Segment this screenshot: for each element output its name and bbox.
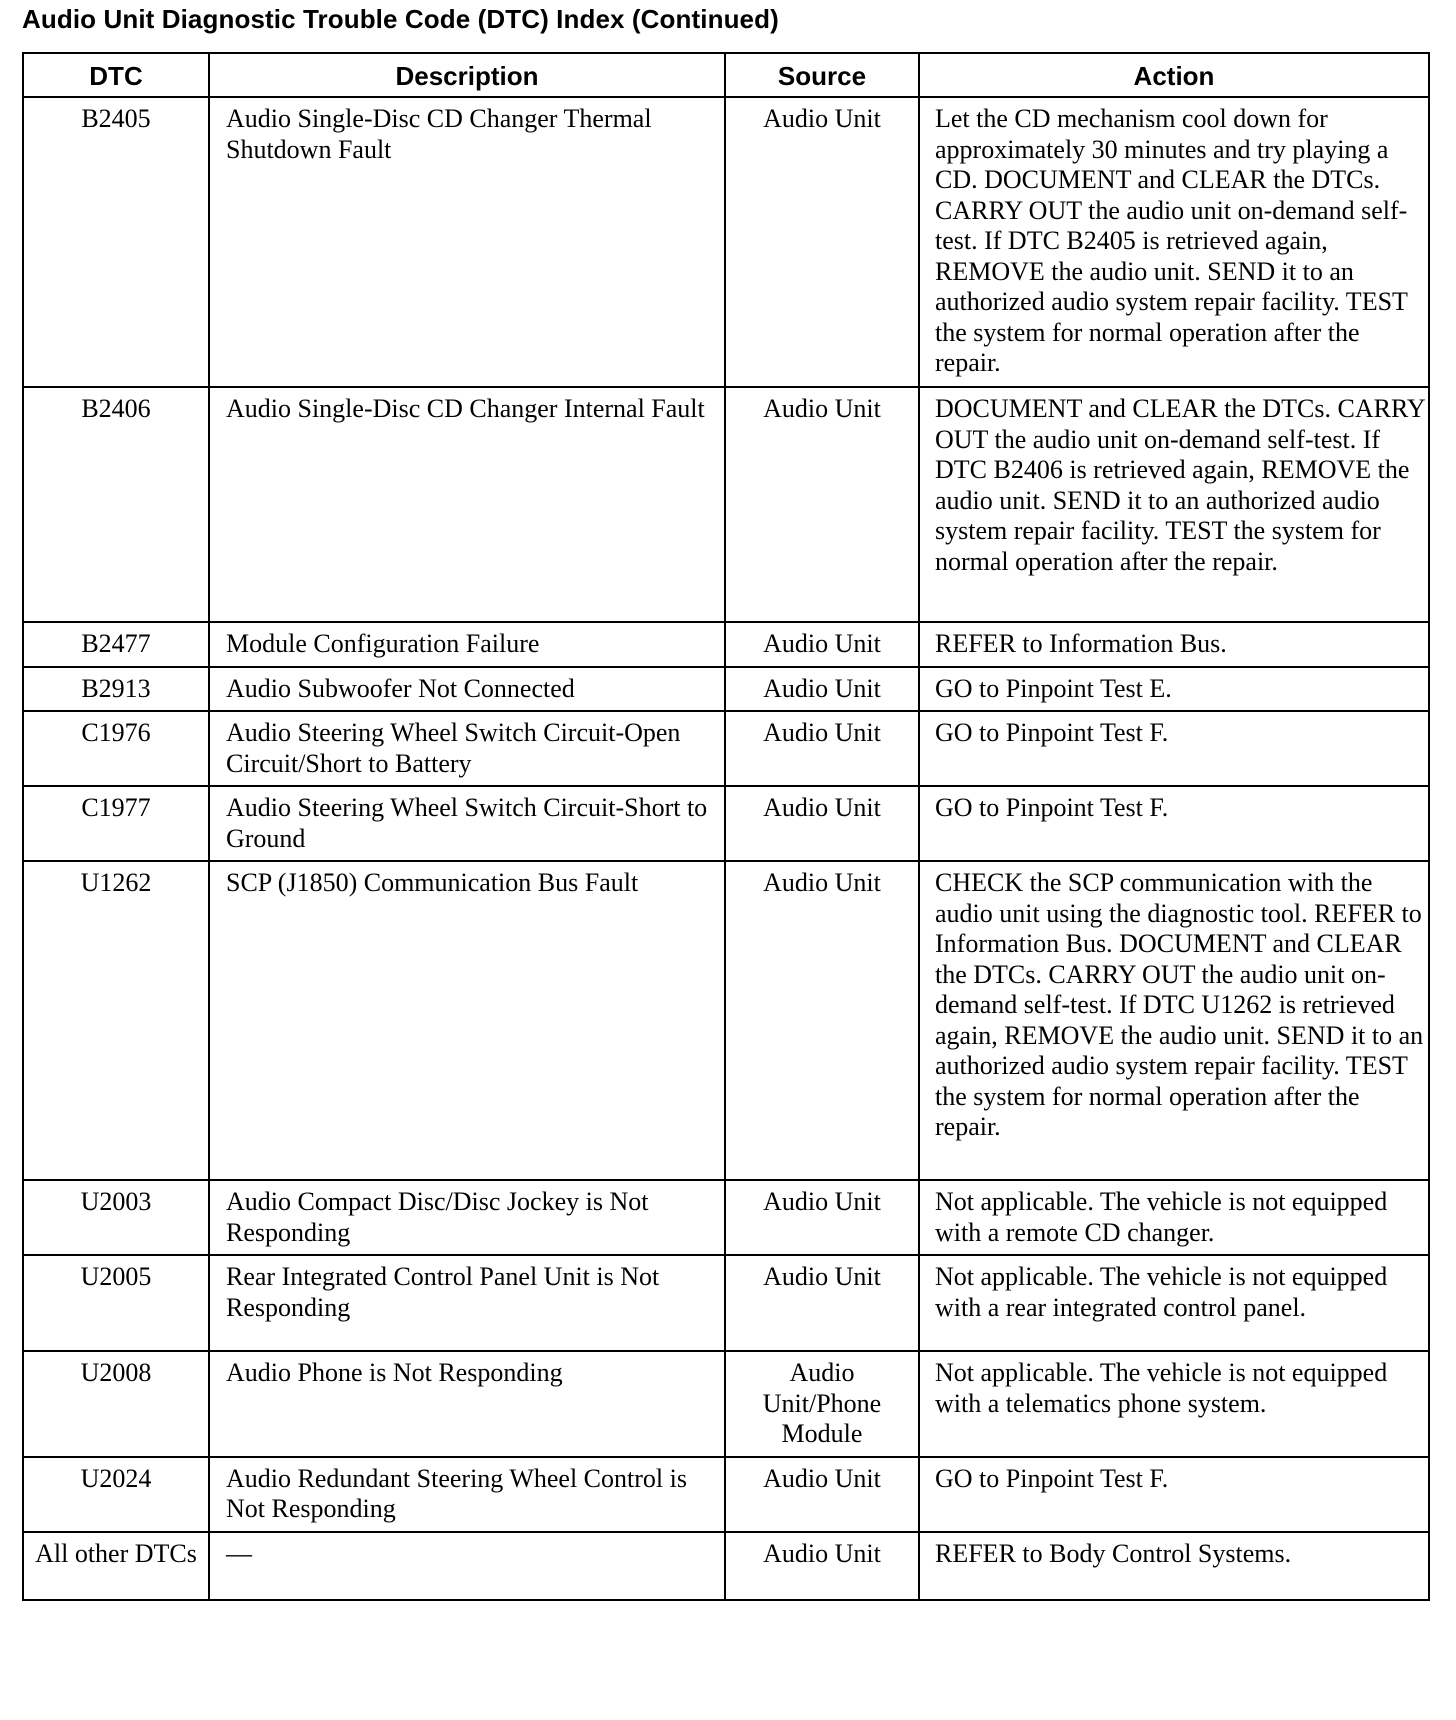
dtc-description: Audio Phone is Not Responding xyxy=(209,1351,725,1457)
dtc-action: REFER to Body Control Systems. xyxy=(919,1532,1429,1600)
table-row xyxy=(23,861,1429,1180)
table-row xyxy=(23,1180,1429,1255)
dtc-code: U2008 xyxy=(23,1351,209,1457)
dtc-description: Audio Steering Wheel Switch Circuit-Short to Ground xyxy=(209,786,725,861)
table-row xyxy=(23,97,1429,387)
table-row xyxy=(23,1532,1429,1600)
dtc-action: Not applicable. The vehicle is not equipped with a remote CD changer. xyxy=(919,1180,1429,1255)
dtc-action: CHECK the SCP communication with the audio unit using the diagnostic tool. REFER to Information Bus. DOCUMENT and CLEAR the DTCs. CARRY OUT the audio unit on-demand self-test. If DTC U1262 is retrieved again, REMOVE the audio unit. SEND it to an authorized audio system repair facility. TEST the system for normal operation after the repair. xyxy=(919,861,1429,1180)
table-row xyxy=(23,1457,1429,1532)
dtc-code: B2405 xyxy=(23,97,209,387)
table-row xyxy=(23,1255,1429,1351)
dtc-description: Rear Integrated Control Panel Unit is Not Responding xyxy=(209,1255,725,1351)
dtc-code: B2406 xyxy=(23,387,209,622)
table-row xyxy=(23,622,1429,667)
dtc-source: Audio Unit xyxy=(725,667,919,712)
dtc-source: Audio Unit xyxy=(725,622,919,667)
dtc-code: U2005 xyxy=(23,1255,209,1351)
table-row xyxy=(23,786,1429,861)
column-header-dtc: DTC xyxy=(23,53,209,97)
dtc-source: Audio Unit xyxy=(725,97,919,387)
column-header-description: Description xyxy=(209,53,725,97)
dtc-source: Audio Unit xyxy=(725,711,919,786)
dtc-description: Audio Compact Disc/Disc Jockey is Not Responding xyxy=(209,1180,725,1255)
dtc-source: Audio Unit xyxy=(725,1255,919,1351)
table-header-row xyxy=(23,53,1429,97)
dtc-action: GO to Pinpoint Test F. xyxy=(919,786,1429,861)
dtc-code: U2003 xyxy=(23,1180,209,1255)
dtc-action: GO to Pinpoint Test F. xyxy=(919,711,1429,786)
table-row xyxy=(23,1351,1429,1457)
dtc-action: Let the CD mechanism cool down for approximately 30 minutes and try playing a CD. DOCUMENT and CLEAR the DTCs. CARRY OUT the audio unit on-demand self-test. If DTC B2405 is retrieved again, REMOVE the audio unit. SEND it to an authorized audio system repair facility. TEST the system for normal operation after the repair. xyxy=(919,97,1429,387)
dtc-description: Audio Steering Wheel Switch Circuit-Open Circuit/Short to Battery xyxy=(209,711,725,786)
page-title: Audio Unit Diagnostic Trouble Code (DTC) Index (Continued) xyxy=(22,4,779,34)
dtc-action: GO to Pinpoint Test E. xyxy=(919,667,1429,712)
dtc-action: GO to Pinpoint Test F. xyxy=(919,1457,1429,1532)
dtc-code: U1262 xyxy=(23,861,209,1180)
dtc-code: B2913 xyxy=(23,667,209,712)
dtc-source: Audio Unit xyxy=(725,387,919,622)
dtc-description: Audio Subwoofer Not Connected xyxy=(209,667,725,712)
dtc-source: Audio Unit/Phone Module xyxy=(725,1351,919,1457)
dtc-code: C1976 xyxy=(23,711,209,786)
dtc-description: Audio Single-Disc CD Changer Thermal Shutdown Fault xyxy=(209,97,725,387)
dtc-action: Not applicable. The vehicle is not equipped with a telematics phone system. xyxy=(919,1351,1429,1457)
table-row xyxy=(23,711,1429,786)
dtc-index-table xyxy=(22,52,1430,1601)
dtc-source: Audio Unit xyxy=(725,1180,919,1255)
table-row xyxy=(23,667,1429,712)
dtc-description: — xyxy=(209,1532,725,1600)
dtc-description: SCP (J1850) Communication Bus Fault xyxy=(209,861,725,1180)
dtc-source: Audio Unit xyxy=(725,786,919,861)
dtc-source: Audio Unit xyxy=(725,861,919,1180)
dtc-description: Module Configuration Failure xyxy=(209,622,725,667)
dtc-description: Audio Redundant Steering Wheel Control is Not Responding xyxy=(209,1457,725,1532)
dtc-code: U2024 xyxy=(23,1457,209,1532)
column-header-source: Source xyxy=(725,53,919,97)
dtc-action: Not applicable. The vehicle is not equipped with a rear integrated control panel. xyxy=(919,1255,1429,1351)
dtc-code: C1977 xyxy=(23,786,209,861)
dtc-code: All other DTCs xyxy=(23,1532,209,1600)
dtc-action: REFER to Information Bus. xyxy=(919,622,1429,667)
column-header-action: Action xyxy=(919,53,1429,97)
table-row xyxy=(23,387,1429,622)
dtc-code: B2477 xyxy=(23,622,209,667)
dtc-description: Audio Single-Disc CD Changer Internal Fault xyxy=(209,387,725,622)
dtc-action: DOCUMENT and CLEAR the DTCs. CARRY OUT the audio unit on-demand self-test. If DTC B2406 is retrieved again, REMOVE the audio unit. SEND it to an authorized audio system repair facility. TEST the system for normal operation after the repair. xyxy=(919,387,1429,622)
dtc-source: Audio Unit xyxy=(725,1457,919,1532)
dtc-source: Audio Unit xyxy=(725,1532,919,1600)
